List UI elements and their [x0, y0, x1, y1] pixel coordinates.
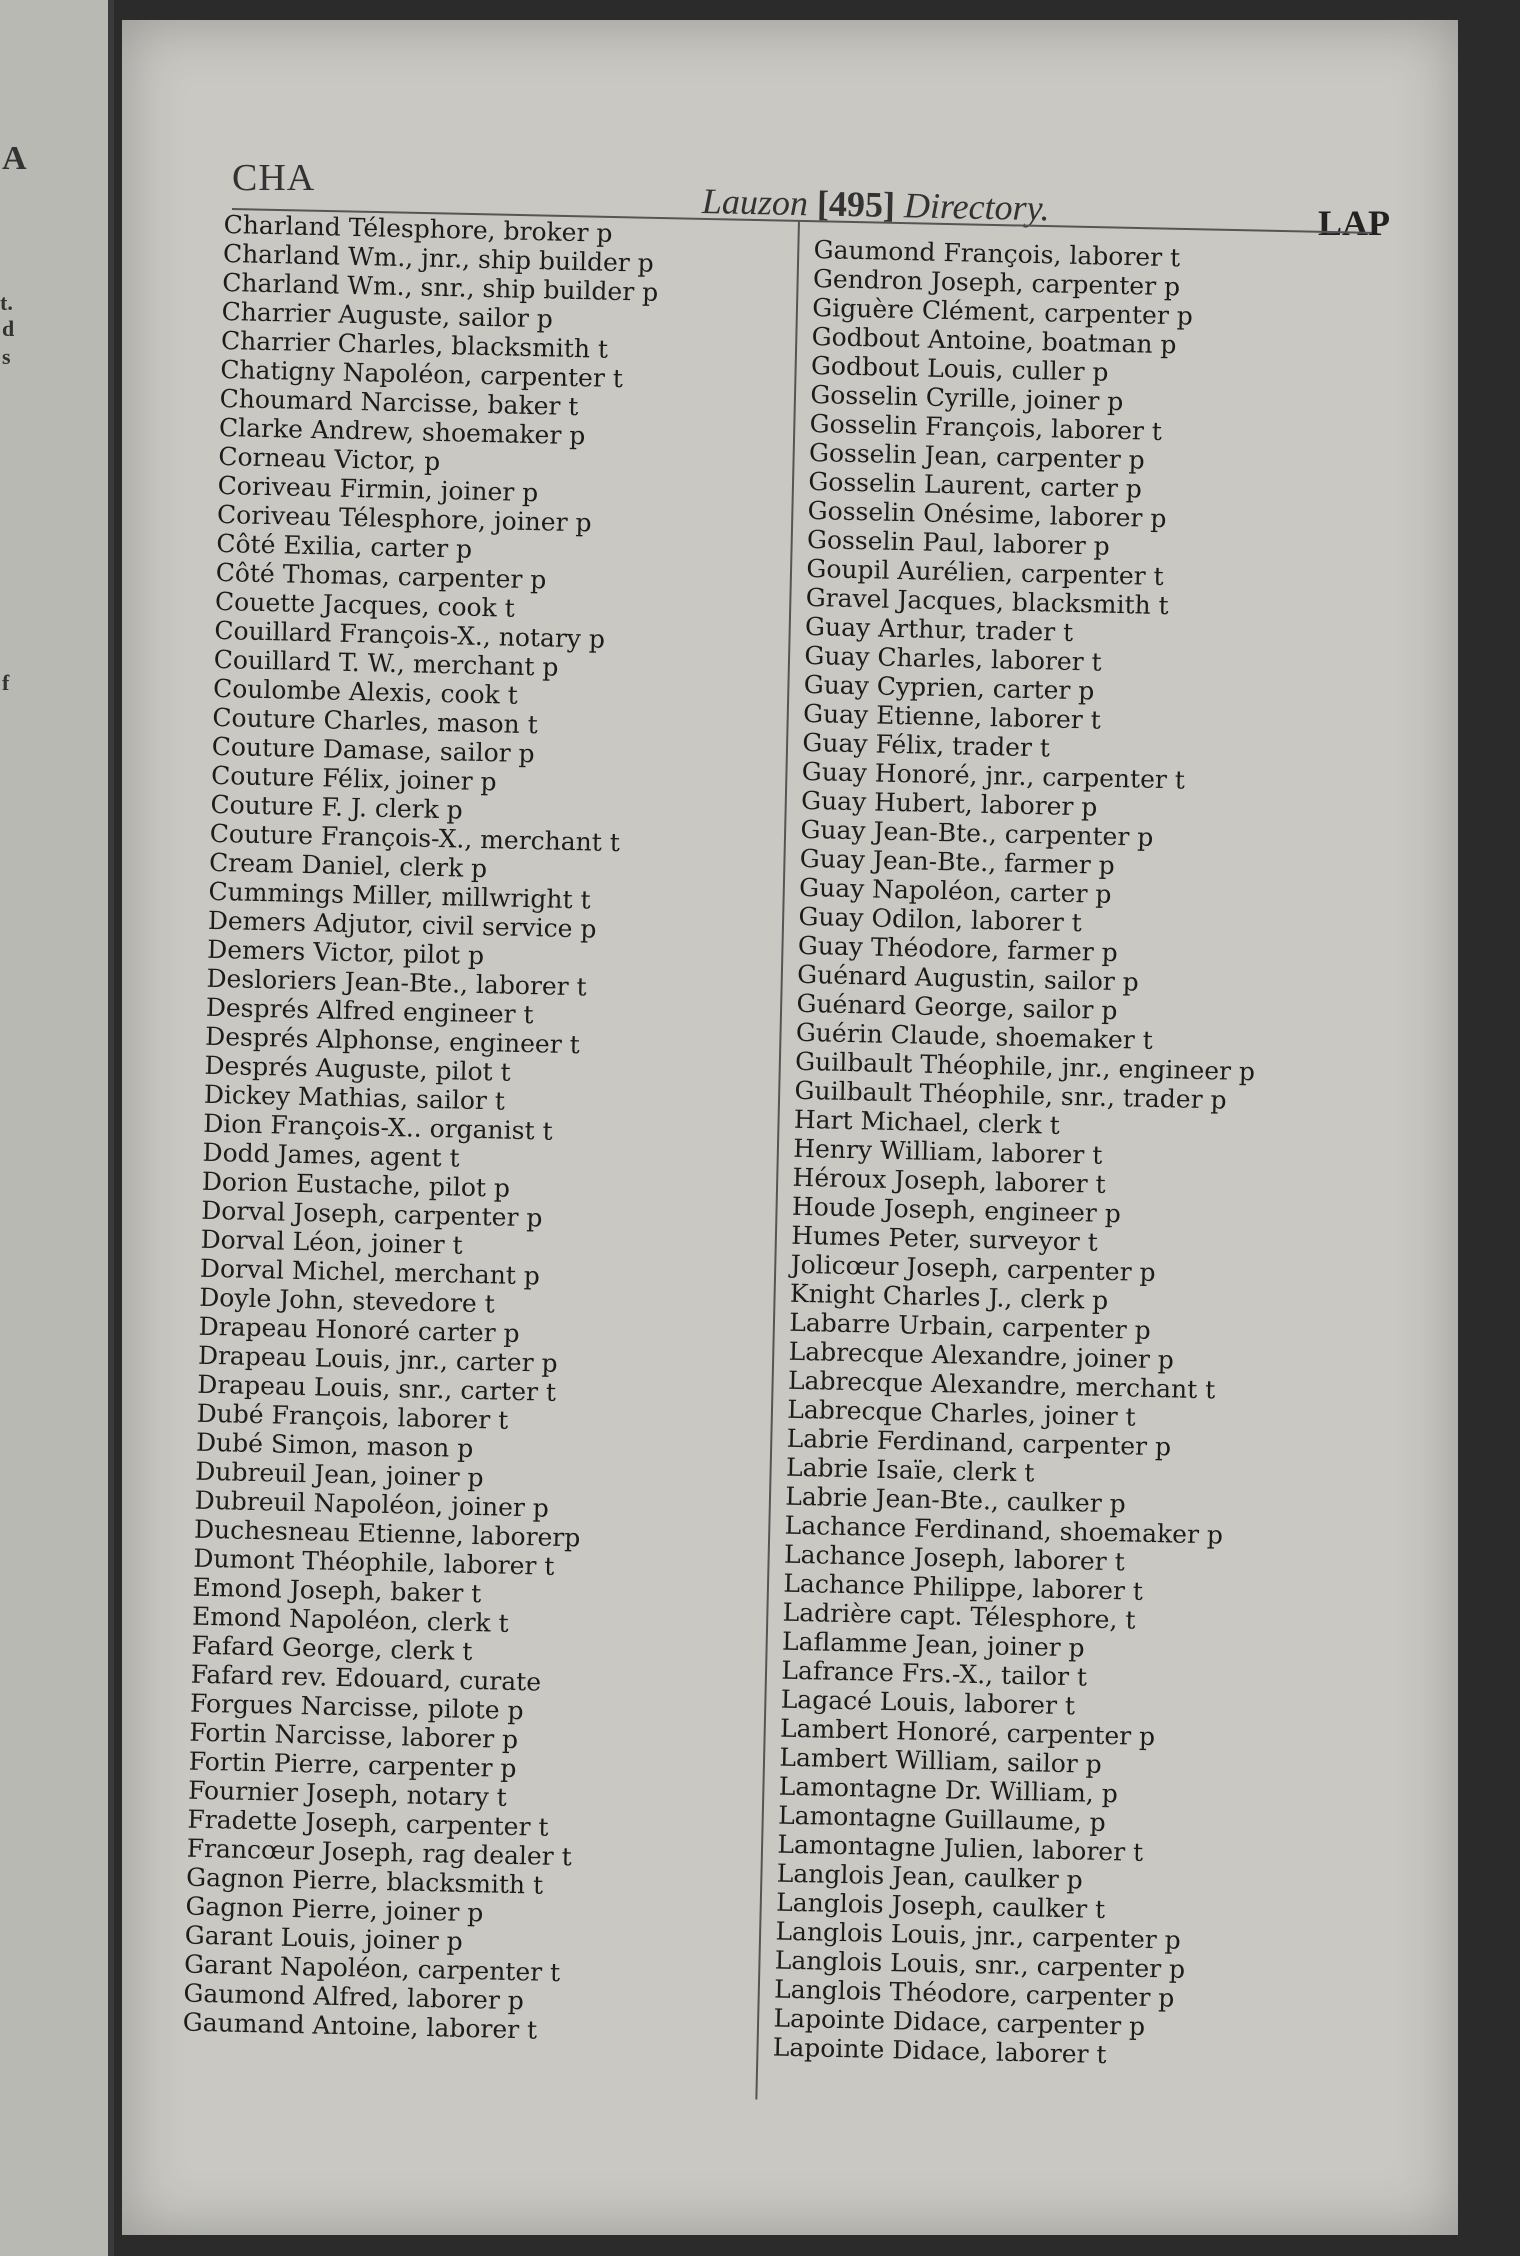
directory-entry: Couture Félix, joiner p [210, 760, 497, 797]
directory-entry: Lapointe Didace, laborer t [772, 2032, 1107, 2070]
directory-entry: Couillard T. W., merchant p [213, 644, 559, 682]
directory-entry: Couture F. J. clerk p [210, 789, 464, 825]
directory-entry: Drapeau Louis, jnr., carter p [197, 1340, 558, 1378]
directory-entry: Guay Odilon, laborer t [798, 901, 1083, 938]
directory-entry: Dumont Théophile, laborer t [193, 1543, 555, 1581]
directory-entry: Labarre Urbain, carpenter p [788, 1307, 1152, 1345]
directory-entry: Demers Adjutor, civil service p [207, 905, 597, 944]
directory-entry: Couette Jacques, cook t [214, 586, 516, 623]
directory-entry: Dubreuil Jean, joiner p [195, 1456, 484, 1493]
directory-entry: Guay Jean-Bte., carpenter p [800, 814, 1154, 852]
directory-entry: Lachance Ferdinand, shoemaker p [784, 1510, 1224, 1550]
directory-entry: Gaumand Antoine, laborer t [182, 2007, 538, 2045]
directory-entry: Henry William, laborer t [792, 1133, 1103, 1170]
directory-entry: Guay Cyprien, carter p [803, 669, 1095, 706]
directory-entry: Gosselin Laurent, carter p [808, 466, 1143, 504]
directory-entry: Dubé François, laborer t [196, 1398, 509, 1435]
directory-entry: Godbout Antoine, boatman p [811, 321, 1177, 360]
directory-entry: Després Alphonse, engineer t [204, 1021, 581, 1060]
directory-entry: Gaumond François, laborer t [813, 235, 1181, 273]
directory-entry: Fafard rev. Edouard, curate [190, 1659, 542, 1697]
directory-entry: Lambert Honoré, carpenter p [779, 1713, 1156, 1752]
directory-entry: Fournier Joseph, notary t [187, 1775, 508, 1812]
directory-entry: Garant Louis, joiner p [184, 1920, 464, 1956]
directory-entry: Guay Napoléon, carter p [798, 872, 1112, 909]
adjacent-page-header-letter: A [2, 140, 27, 177]
entries-column-right [773, 235, 1434, 2076]
directory-entry: Lamontagne Dr. William, p [778, 1771, 1119, 1809]
adjacent-page-fragment [0, 0, 114, 2256]
directory-entry: Lachance Joseph, laborer t [783, 1539, 1126, 1577]
directory-entry: Forgues Narcisse, pilote p [189, 1688, 524, 1726]
directory-entry: Guay Etienne, laborer t [802, 698, 1102, 735]
directory-entry: Dorval Léon, joiner t [200, 1224, 464, 1260]
directory-entry: Guay Arthur, trader t [804, 611, 1074, 647]
directory-entry: Drapeau Louis, snr., carter t [197, 1369, 557, 1407]
directory-entry: Côté Exilia, carter p [216, 528, 473, 564]
directory-entry: Guay Hubert, laborer p [800, 785, 1098, 822]
directory-entry: Doyle John, stevedore t [198, 1282, 496, 1319]
directory-entry: Lagacé Louis, laborer t [780, 1684, 1076, 1721]
directory-entry: Lamontagne Julien, laborer t [777, 1829, 1144, 1867]
directory-entry: Desloriers Jean-Bte., laborer t [206, 963, 587, 1002]
directory-entry: Gosselin Jean, carpenter p [808, 437, 1146, 475]
directory-entry: Langlois Jean, caulker p [776, 1858, 1084, 1895]
directory-entry: Fortin Narcisse, laborer p [189, 1717, 519, 1755]
adjacent-page-margin-char: t. [0, 290, 13, 315]
directory-entry: Emond Joseph, baker t [192, 1572, 482, 1609]
directory-entry: Gosselin Paul, laborer p [806, 524, 1111, 561]
head-right-guide-word: LAP [1318, 203, 1390, 243]
directory-entry: Coulombe Alexis, cook t [212, 673, 519, 710]
directory-entry: Lambert William, sailor p [779, 1742, 1103, 1779]
directory-entry: Langlois Louis, snr., carpenter p [774, 1945, 1186, 1984]
directory-entry: Coriveau Firmin, joiner p [217, 470, 539, 508]
directory-entry: Cream Daniel, clerk p [208, 847, 488, 884]
directory-entry: Fafard George, clerk t [191, 1630, 473, 1667]
directory-entry: Garant Napoléon, carpenter t [183, 1949, 561, 1988]
directory-entry: Langlois Louis, jnr., carpenter p [775, 1916, 1182, 1955]
directory-entry: Cummings Miller, millwright t [208, 876, 591, 915]
directory-entry: Lamontagne Guillaume, p [777, 1800, 1107, 1838]
directory-entry: Labrecque Charles, joiner t [787, 1394, 1136, 1432]
directory-entry: Guay Charles, laborer t [804, 640, 1103, 677]
directory-entry: Langlois Théodore, carpenter p [773, 1974, 1175, 2013]
directory-entry: Duchesneau Etienne, laborerp [193, 1514, 581, 1553]
directory-entry: Drapeau Honoré carter p [198, 1311, 520, 1348]
directory-entry: Dorval Joseph, carpenter p [200, 1195, 543, 1233]
directory-entry: Ladrière capt. Télesphore, t [782, 1597, 1136, 1635]
directory-entry: Gosselin Onésime, laborer p [807, 495, 1167, 534]
directory-entry: Clarke Andrew, shoemaker p [218, 412, 586, 451]
directory-entry: Guilbault Théophile, jnr., engineer p [794, 1046, 1256, 1087]
directory-entry: Labrie Ferdinand, carpenter p [786, 1423, 1172, 1462]
directory-entry: Couillard François-X., notary p [214, 615, 606, 654]
directory-entry: Couture Damase, sailor p [211, 731, 535, 769]
directory-entry: Després Alfred engineer t [205, 992, 534, 1030]
directory-entry: Giguère Clément, carpenter p [812, 292, 1194, 331]
entries-column-left [183, 210, 784, 2049]
directory-entry: Guénard George, sailor p [796, 988, 1118, 1026]
directory-entry: Dodd James, agent t [202, 1137, 460, 1173]
directory-entry: Labrecque Alexandre, joiner p [788, 1336, 1175, 1375]
directory-entry: Guay Jean-Bte., farmer p [799, 843, 1115, 880]
directory-entry: Godbout Louis, culler p [810, 350, 1109, 387]
head-left-guide-word: CHA [232, 157, 316, 199]
directory-entry: Gosselin François, laborer t [809, 408, 1163, 446]
directory-entry: Labrie Jean-Bte., caulker p [785, 1481, 1126, 1519]
directory-entry: Coriveau Télesphore, joiner p [216, 499, 592, 538]
directory-entry: Gosselin Cyrille, joiner p [810, 379, 1124, 417]
directory-entry: Gagnon Pierre, blacksmith t [185, 1862, 544, 1900]
directory-entry: Labrie Isaïe, clerk t [785, 1452, 1035, 1488]
head-title-suffix: Directory. [903, 185, 1050, 229]
directory-entry: Langlois Joseph, caulker t [775, 1887, 1106, 1925]
adjacent-page-margin-char: s [2, 344, 11, 369]
directory-entry: Guilbault Théophile, snr., trader p [794, 1075, 1227, 1115]
directory-entry: Guay Félix, trader t [802, 727, 1051, 763]
directory-entry: Knight Charles J., clerk p [789, 1278, 1109, 1315]
directory-entry: Guérin Claude, shoemaker t [795, 1017, 1154, 1055]
directory-entry: Gravel Jacques, blacksmith t [805, 582, 1169, 621]
directory-entry: Gagnon Pierre, joiner p [185, 1891, 484, 1928]
directory-entry: Dorval Michel, merchant p [199, 1253, 541, 1291]
directory-entry: Fortin Pierre, carpenter p [188, 1746, 517, 1784]
directory-entry: Després Auguste, pilot t [204, 1050, 511, 1087]
directory-entry: Dion François-X.. organist t [202, 1108, 553, 1146]
directory-entry: Charland Télesphore, broker p [223, 210, 613, 248]
directory-entry: Laflamme Jean, joiner p [781, 1626, 1085, 1663]
directory-entry: Goupil Aurélien, carpenter t [806, 553, 1164, 592]
directory-entry: Charland Wm., jnr., ship builder p [222, 238, 655, 278]
directory-entry: Demers Victor, pilot p [206, 934, 485, 971]
directory-entry: Charland Wm., snr., ship builder p [222, 267, 659, 307]
directory-entry: Humes Peter, surveyor t [790, 1220, 1099, 1257]
directory-entry: Houde Joseph, engineer p [791, 1191, 1122, 1229]
directory-entry: Héroux Joseph, laborer t [792, 1162, 1106, 1199]
directory-entry: Jolicœur Joseph, carpenter p [790, 1249, 1156, 1288]
directory-entry: Côté Thomas, carpenter p [215, 557, 547, 595]
directory-entry: Dorion Eustache, pilot p [201, 1166, 511, 1203]
directory-entry: Fradette Joseph, carpenter t [187, 1804, 549, 1842]
directory-entry: Dubé Simon, mason p [195, 1427, 474, 1463]
adjacent-page-margin-char: d [2, 316, 15, 341]
directory-entry: Charrier Auguste, sailor p [221, 296, 554, 334]
directory-entry: Dubreuil Napoléon, joiner p [194, 1485, 550, 1523]
directory-entry: Guay Honoré, jnr., carpenter t [801, 756, 1186, 795]
head-title-prefix: Lauzon [701, 181, 809, 224]
directory-entry: Charrier Charles, blacksmith t [220, 325, 609, 364]
directory-entry: Gendron Joseph, carpenter p [812, 263, 1181, 302]
directory-entry: Gaumond Alfred, laborer p [183, 1978, 525, 2016]
directory-entry: Lapointe Didace, carpenter p [773, 2003, 1146, 2041]
directory-entry: Couture François-X., merchant t [209, 818, 621, 858]
directory-entry: Hart Michael, clerk t [793, 1104, 1061, 1140]
directory-entry: Guénard Augustin, sailor p [796, 959, 1140, 997]
directory-entry: Corneau Victor, p [218, 441, 441, 476]
directory-entry: Lachance Philippe, laborer t [783, 1568, 1144, 1606]
directory-entry: Couture Charles, mason t [212, 702, 539, 740]
page-number: [495] [816, 183, 896, 226]
directory-entry: Lafrance Frs.-X., tailor t [781, 1655, 1088, 1692]
adjacent-page-margin-char: f [2, 670, 10, 695]
directory-entry: Dickey Mathias, sailor t [203, 1079, 506, 1116]
directory-entry: Labrecque Alexandre, merchant t [787, 1365, 1216, 1405]
directory-page [122, 20, 1458, 2235]
directory-entry: Francœur Joseph, rag dealer t [186, 1833, 573, 1872]
directory-entry: Guay Théodore, farmer p [797, 930, 1119, 968]
directory-entry: Chatigny Napoléon, carpenter t [220, 354, 624, 394]
directory-entry: Emond Napoléon, clerk t [191, 1601, 509, 1638]
directory-entry: Choumard Narcisse, baker t [219, 383, 579, 422]
